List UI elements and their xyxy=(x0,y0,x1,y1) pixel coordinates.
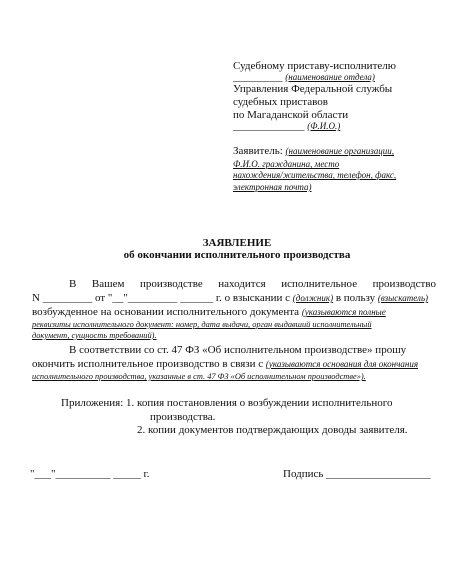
basis-text: возбужденное на основании исполнительного документа xyxy=(32,306,300,318)
applicant-hint-4: электронная почта) xyxy=(233,182,312,192)
case-number-text: N _________ от "__"_________ ______ г. о взыскании с xyxy=(32,292,291,304)
applicant-hint-2: Ф.И.О. гражданина, место xyxy=(233,159,340,169)
applicant-hint-1: (наименование организации, xyxy=(285,146,395,156)
date-field: "___"__________ _____ г. xyxy=(30,468,150,480)
word: В xyxy=(69,278,77,290)
paragraph2-line3: исполнительного производства, указанные в ст. 47 ФЗ «Об исполнительном производстве»). xyxy=(32,372,366,381)
fssp-line-2: судебных приставов xyxy=(233,96,328,108)
applicant-hint-3: нахождения/жительства, телефон, факс, xyxy=(233,170,397,180)
document-subtitle: об окончании исполнительного производства xyxy=(123,249,351,261)
department-blank: _________ xyxy=(233,71,283,83)
document-details-hint: (указываются полные xyxy=(301,307,386,317)
word: находится xyxy=(218,278,266,290)
attachment-item-1: 1. копия постановления о возбуждении исполнительного xyxy=(126,397,393,409)
bailiff-name-line xyxy=(233,120,340,133)
grounds-hint: (указываются основания для окончания xyxy=(265,359,419,369)
addressee-line: Судебному приставу-исполнителю xyxy=(233,60,396,72)
request-text: окончить исполнительное производство в связи с xyxy=(32,358,264,370)
in-favor-text: в пользу xyxy=(335,292,376,304)
word: производство xyxy=(372,278,436,290)
document-title: ЗАЯВЛЕНИЕ xyxy=(202,237,272,249)
fssp-line-3: по Магаданской области xyxy=(233,109,349,121)
bailiff-fio-blank: _____________ xyxy=(233,120,305,132)
debtor-hint: (должник) xyxy=(292,293,334,303)
paragraph1-line3 xyxy=(32,306,386,319)
word: Вашем xyxy=(91,278,125,290)
word: исполнительное xyxy=(281,278,358,290)
creditor-hint: (взыскатель) xyxy=(377,293,429,303)
attachment-item-2: 2. копии документов подтверждающих доводы заявителя. xyxy=(137,424,408,436)
paragraph1-line2 xyxy=(32,292,428,305)
paragraph2-line2 xyxy=(32,358,418,371)
department-hint: (наименование отдела) xyxy=(285,72,375,82)
attachment-item-1-continuation: производства. xyxy=(150,411,216,423)
paragraph1-line4: реквизиты исполнительного документ: номер, дата выдачи, орган выдавший исполнительный xyxy=(32,320,372,329)
paragraph1-line1 xyxy=(69,278,436,291)
attachments-label: Приложения: xyxy=(61,397,124,409)
signature-field: Подпись ___________________ xyxy=(283,468,431,480)
applicant-line-1 xyxy=(233,145,394,158)
fssp-line-1: Управления Федеральной службы xyxy=(233,83,393,95)
paragraph1-line5: документ, сущность требований). xyxy=(32,331,157,340)
attachments-line1 xyxy=(61,397,393,410)
paragraph2-line1: В соответствии со ст. 47 ФЗ «Об исполнительном производстве» прошу xyxy=(69,344,407,356)
bailiff-fio-hint: (Ф.И.О.) xyxy=(307,121,341,131)
applicant-label: Заявитель: xyxy=(233,145,283,157)
word: производстве xyxy=(139,278,203,290)
